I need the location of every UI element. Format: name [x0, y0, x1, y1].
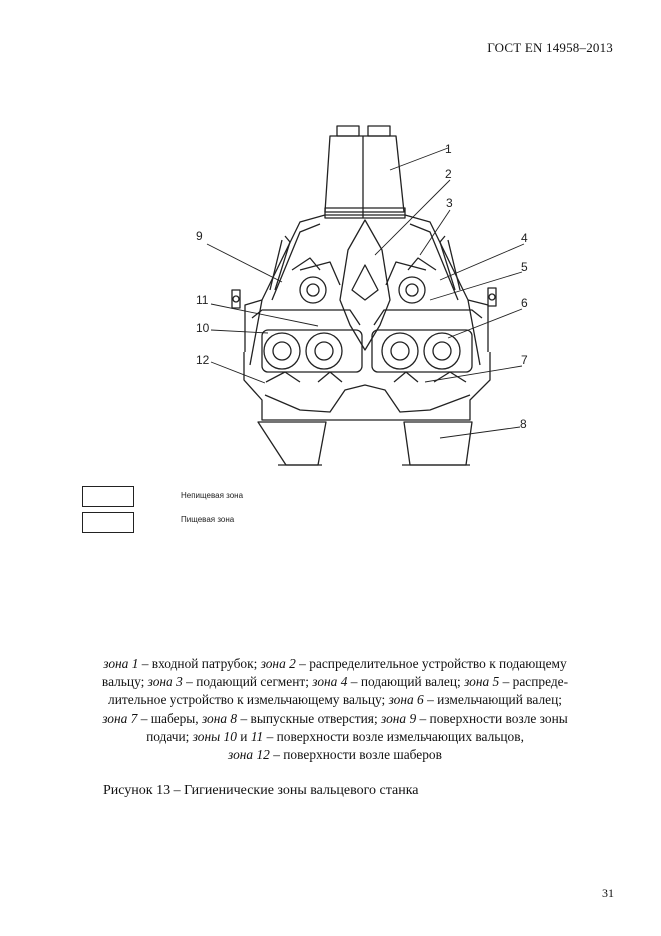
callout-11: 11 [196, 293, 209, 307]
zone-description: и [236, 728, 251, 744]
callout-10: 10 [196, 321, 210, 335]
inlet-cap-right [368, 126, 390, 136]
outlet-left [258, 422, 326, 465]
zone-term: зона 12 [228, 747, 270, 763]
callout-12: 12 [196, 353, 210, 367]
callout-7: 7 [521, 353, 528, 367]
inlet-cap-left [337, 126, 359, 136]
zone-description: – поверхности возле зоны [416, 710, 568, 726]
zone-term: зона 8 [201, 710, 238, 726]
zone-description: – входной патрубок; [138, 656, 261, 671]
caption-line [60, 728, 610, 746]
grinding-roll-2 [306, 333, 342, 369]
callout-1: 1 [445, 142, 452, 156]
callout-4: 4 [521, 231, 528, 245]
zone-description: – поверхности возле шаберов [269, 747, 442, 763]
zone-term: зона 4 [312, 674, 348, 690]
zone-term: зона 5 [464, 674, 500, 690]
zone-term: зона 9 [381, 710, 417, 726]
feed-roll-right [399, 277, 425, 303]
zone-term: зона 1 [103, 656, 139, 671]
zone-term: 11 [250, 728, 264, 744]
zone-description: – выпускные отверстия; [237, 710, 382, 726]
grinding-roll-pair-right [372, 330, 472, 372]
zone-term: зоны 10 [192, 728, 237, 744]
feed-roll-left [300, 277, 326, 303]
figure-legend-text [60, 655, 610, 764]
zone-term: зона 2 [260, 656, 296, 671]
zone-term: зона 3 [147, 674, 183, 690]
grinding-roll-4 [424, 333, 460, 369]
zone-description: подачи; [146, 728, 193, 744]
figure-title: Рисунок 13 – Гигиенические зоны вальцевого станка [103, 783, 419, 798]
zone-description: – шаберы, [137, 710, 202, 726]
zone-description: – измельчающий валец; [423, 692, 562, 708]
callout-3: 3 [446, 196, 453, 210]
callout-2: 2 [445, 167, 452, 181]
document-header: ГОСТ EN 14958–2013 [487, 40, 613, 55]
grinding-roll-3 [382, 333, 418, 369]
caption-line [60, 691, 610, 709]
zone-description: – подающий сегмент; [182, 674, 313, 690]
callout-5: 5 [521, 260, 528, 274]
zone-description: – поверхности возле измельчающих вальцов, [263, 728, 524, 744]
caption-line [60, 746, 610, 764]
zone-description: – подающий валец; [347, 674, 465, 690]
callout-8: 8 [520, 417, 527, 431]
page-number: 31 [602, 886, 614, 900]
legend-swatch-non-food [82, 486, 134, 507]
outlet-right [404, 422, 472, 465]
zone-term: зона 7 [102, 710, 138, 726]
legend-swatch-food [82, 512, 134, 533]
callout-6: 6 [521, 296, 528, 310]
caption-line [60, 655, 610, 673]
zone-term: зона 6 [388, 692, 424, 708]
callout-9: 9 [196, 229, 203, 243]
zone-description: вальцу; [101, 674, 148, 690]
grinding-roll-pair-left [262, 330, 362, 372]
zone-description: – распределительное устройство к подающему [295, 656, 567, 671]
legend-label-non-food: Непищевая зона [181, 491, 244, 500]
caption-line [60, 673, 610, 691]
caption-line [60, 710, 610, 728]
zone-description: лительное устройство к измельчающему вальцу; [108, 692, 389, 708]
inlet-hopper [325, 136, 404, 212]
grinding-roll-1 [264, 333, 300, 369]
legend-label-food: Пищевая зона [181, 515, 235, 524]
zone-description: – распреде- [499, 674, 569, 690]
